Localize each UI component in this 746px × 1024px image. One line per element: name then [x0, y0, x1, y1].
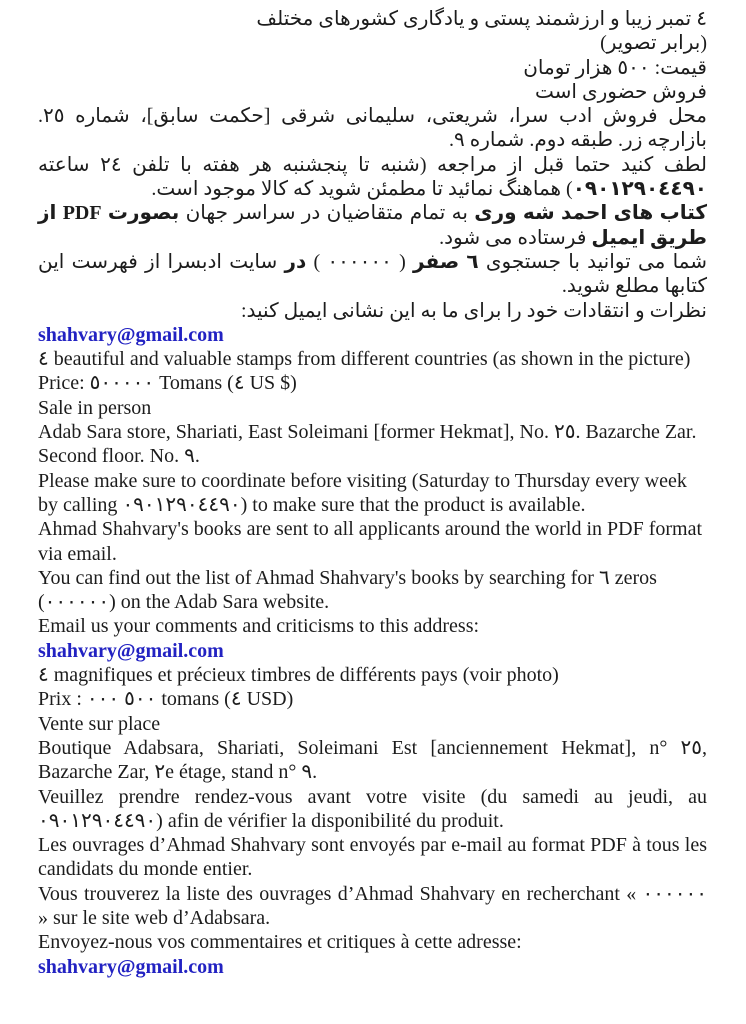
- en-price: Price: ٥٠٠٠٠٠ Tomans (٤ US $): [38, 372, 297, 395]
- email-link[interactable]: shahvary@gmail.com: [38, 955, 224, 978]
- en-address: Adab Sara store, Shariati, East Soleimani [former Hekmat], No. ٢٥. Bazarche Zar. Second floor. No. ٩.: [38, 421, 697, 468]
- fr-books-info: Les ouvrages d’Ahmad Shahvary sont envoyés par e-mail au format PDF à tous les candidats du monde entier.: [38, 834, 707, 881]
- en-books-info: Ahmad Shahvary's books are sent to all applicants around the world in PDF format via email.: [38, 518, 703, 565]
- fr-price: Prix : ٥٠٠ ٠٠٠ tomans (٤ USD): [38, 688, 294, 711]
- email-line-3: [38, 955, 707, 979]
- fa-address: محل فروش ادب سرا، شریعتی، سلیمانی شرقی [حکمت سابق]، شماره ٢٥. بازارچه زر. طبقه دوم. شماره ٩.: [38, 105, 707, 152]
- section-english: [38, 347, 707, 639]
- email-link[interactable]: shahvary@gmail.com: [38, 639, 224, 662]
- fa-books-info: [38, 201, 707, 250]
- fr-comments-request: Envoyez-nous vos commentaires et critiques à cette adresse:: [38, 931, 522, 954]
- fa-phone-number: ٠٩٠١٢٩٠٤٤٩٠: [572, 178, 707, 201]
- fa-search-text-b: ( ٠٠٠٠٠٠ ): [306, 250, 414, 273]
- section-french: [38, 663, 707, 955]
- fa-pdf-email-bold: بصورت PDF از طریق ایمیل: [38, 202, 707, 249]
- fa-comments-request: نظرات و انتقادات خود را برای ما به این نشانی ایمیل کنید:: [240, 299, 707, 322]
- fa-coordinate: [38, 153, 707, 202]
- fa-title: ٤ تمبر زیبا و ارزشمند پستی و یادگاری کشورهای مختلف: [256, 8, 707, 30]
- fa-six-zeros-bold: ٦ صفر: [413, 250, 479, 273]
- fa-author-name: کتاب های احمد شه وری: [474, 202, 708, 225]
- section-persian: [38, 7, 707, 323]
- fr-title: ٤ magnifiques et précieux timbres de différents pays (voir photo): [38, 664, 559, 687]
- fr-address: Boutique Adabsara, Shariati, Soleimani Est [anciennement Hekmat], n° ٢٥, Bazarche Zar, ٢e étage, stand n° ٩.: [38, 736, 707, 784]
- fa-sale-in-person: فروش حضوری است: [535, 80, 707, 103]
- en-search-info: You can find out the list of Ahmad Shahvary's books by searching for ٦ zeros (٠٠٠٠٠٠) on the Adab Sara website.: [38, 566, 657, 614]
- email-line-2: [38, 639, 707, 663]
- fa-search-info: [38, 250, 707, 299]
- fa-search-text-a: شما می توانید با جستجوی: [478, 250, 707, 273]
- en-coordinate: Please make sure to coordinate before visiting (Saturday to Thursday every week by calling ٠٩٠١٢٩٠٤٤٩٠) to make sure that the product is available.: [38, 469, 687, 516]
- fr-coordinate: Veuillez prendre rendez-vous avant votre visite (du samedi au jeudi, au ٠٩٠١٢٩٠٤٤٩٠) afin de vérifier la disponibilité du produit.: [38, 785, 707, 832]
- en-sale-in-person: Sale in person: [38, 396, 152, 419]
- en-comments-request: Email us your comments and criticisms to this address:: [38, 615, 480, 638]
- fa-books-text-a: به تمام متقاضیان در سراسر جهان: [179, 202, 475, 225]
- fa-coordinate-text-b: ) هماهنگ نمائید تا مطمئن شوید که کالا موجود است.: [151, 178, 573, 201]
- fr-sale-in-person: Vente sur place: [38, 712, 161, 735]
- fr-search-info: Vous trouverez la liste des ouvrages d’Ahmad Shahvary en recherchant « ٠٠٠٠٠٠ » sur le site web d’Adabsara.: [38, 882, 707, 929]
- fa-search-text-c: سایت ادبسرا از فهرست این کتابها مطلع شوید.: [38, 250, 707, 298]
- email-link[interactable]: shahvary@gmail.com: [38, 323, 224, 346]
- en-title: ٤ beautiful and valuable stamps from different countries (as shown in the picture): [38, 348, 691, 371]
- fa-as-picture: (برابر تصویر): [600, 32, 707, 55]
- email-line-1: [38, 323, 707, 347]
- fa-coordinate-text-a: لطف کنید حتما قبل از مراجعه (شنبه تا پنجشنبه هر هفته با تلفن ٢٤ ساعته: [38, 153, 707, 176]
- fa-books-text-b: فرستاده می شود.: [439, 226, 592, 249]
- fa-in-bold: در: [284, 250, 307, 273]
- fa-price: قیمت: ٥٠٠ هزار تومان: [523, 56, 707, 79]
